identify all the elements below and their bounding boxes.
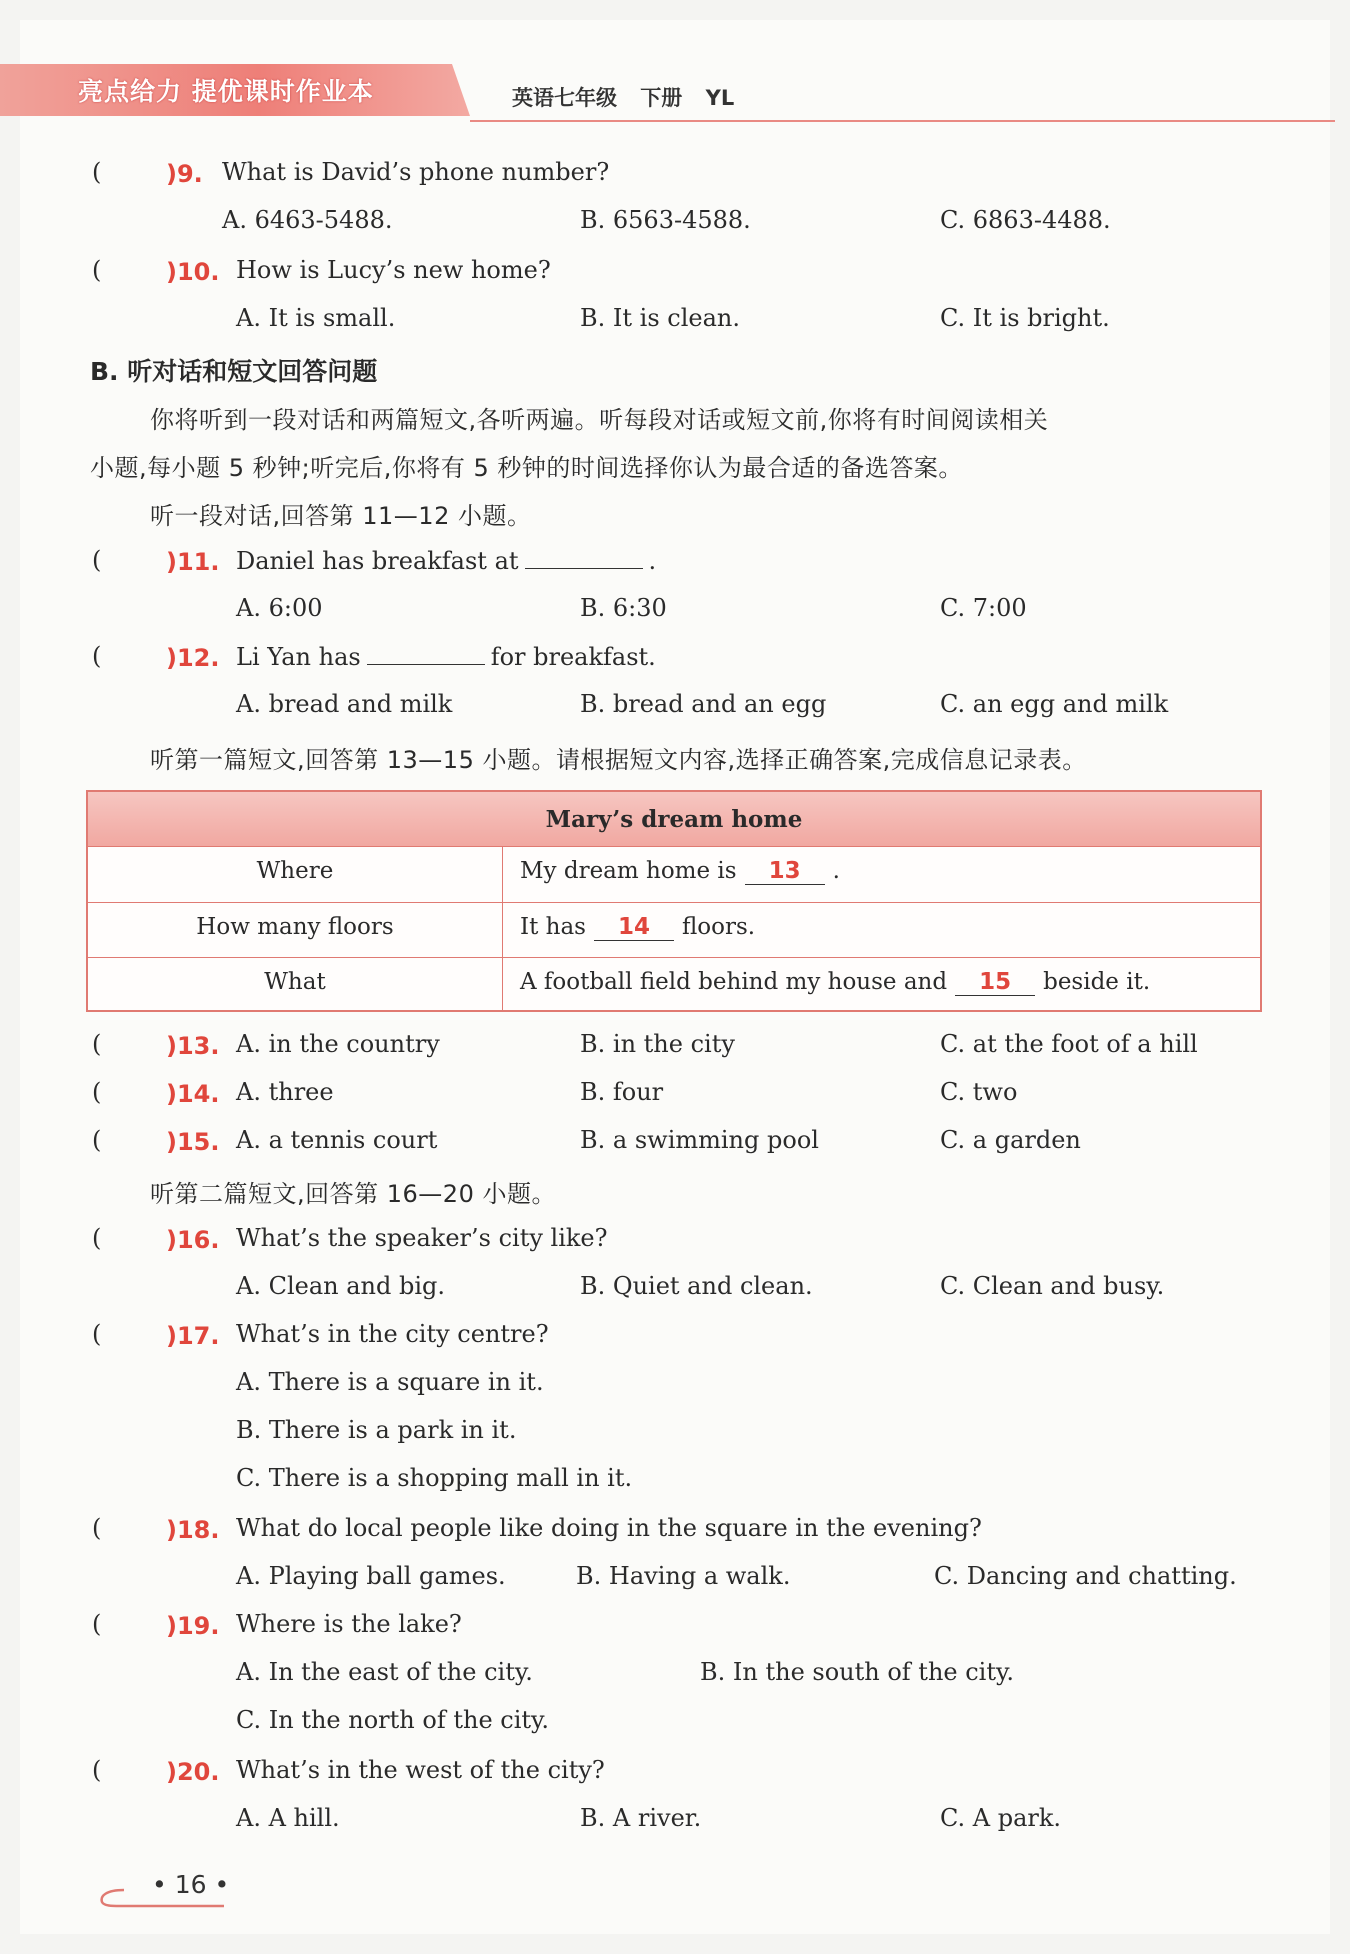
option-b: B. 6563-4588. — [580, 206, 751, 234]
table-row-text-after: beside it. — [1043, 969, 1151, 995]
option-b: B. bread and an egg — [580, 690, 827, 718]
option-b: B. There is a park in it. — [236, 1416, 517, 1444]
table-row-text-before: It has — [520, 914, 586, 940]
passage2-intro: 听第二篇短文,回答第 16—20 小题。 — [150, 1180, 556, 1208]
table-row-text-after: . — [832, 858, 840, 884]
answer-blank — [367, 642, 485, 665]
option-c: C. 7:00 — [940, 594, 1027, 622]
option-b: B. Having a walk. — [576, 1562, 791, 1590]
page-number: • 16 • — [152, 1870, 230, 1899]
question-number: )15. — [166, 1128, 220, 1156]
dialogue-intro: 听一段对话,回答第 11—12 小题。 — [150, 502, 532, 530]
header-rule — [470, 120, 1335, 122]
answer-paren: ( — [92, 1514, 102, 1542]
option-c: C. Clean and busy. — [940, 1272, 1165, 1300]
table-row-text-before: My dream home is — [520, 858, 737, 884]
option-a: A. Playing ball games. — [236, 1562, 506, 1590]
section-title: B. 听对话和短文回答问题 — [90, 357, 378, 386]
table-divider — [88, 957, 1260, 958]
info-table — [86, 790, 1262, 1012]
option-b: B. In the south of the city. — [700, 1658, 1015, 1686]
question-text: Where is the lake? — [236, 1610, 462, 1638]
option-a: A. Clean and big. — [236, 1272, 446, 1300]
question-number: )18. — [166, 1516, 220, 1544]
table-blank-14: 14 — [594, 914, 674, 941]
option-c: C. two — [940, 1078, 1018, 1106]
table-title: Mary’s dream home — [545, 806, 803, 833]
answer-paren: ( — [92, 256, 102, 284]
answer-paren: ( — [92, 1320, 102, 1348]
question-number: )10. — [166, 258, 220, 286]
option-b: B. four — [580, 1078, 664, 1106]
question-number: )14. — [166, 1080, 220, 1108]
question-number: )9. — [166, 160, 203, 188]
answer-paren: ( — [92, 1224, 102, 1252]
option-c: C. There is a shopping mall in it. — [236, 1464, 633, 1492]
option-b: B. in the city — [580, 1030, 735, 1058]
answer-paren: ( — [92, 158, 102, 186]
table-row-label: How many floors — [196, 914, 394, 940]
question-text: How is Lucy’s new home? — [236, 256, 551, 284]
question-text: What’s in the west of the city? — [236, 1756, 605, 1784]
answer-paren: ( — [92, 1610, 102, 1638]
table-row-text-before: A football field behind my house and — [520, 969, 948, 995]
option-a: A. three — [236, 1078, 334, 1106]
option-c: C. Dancing and chatting. — [934, 1562, 1237, 1590]
question-number: )12. — [166, 644, 220, 672]
question-text: What do local people like doing in the square in the evening? — [236, 1514, 982, 1542]
option-c: C. a garden — [940, 1126, 1081, 1154]
question-text-before: Li Yan has — [236, 643, 361, 671]
passage1-intro: 听第一篇短文,回答第 13—15 小题。请根据短文内容,选择正确答案,完成信息记录表。 — [150, 746, 1087, 774]
option-c: C. It is bright. — [940, 304, 1110, 332]
option-c: C. A park. — [940, 1804, 1062, 1832]
option-a: A. bread and milk — [236, 690, 453, 718]
question-text: What’s in the city centre? — [236, 1320, 549, 1348]
table-row-value — [520, 858, 840, 885]
instructions-line-2: 小题,每小题 5 秒钟;听完后,你将有 5 秒钟的时间选择你认为最合适的备选答案。 — [90, 454, 963, 482]
question-text — [236, 642, 656, 671]
option-b: B. Quiet and clean. — [580, 1272, 813, 1300]
answer-paren: ( — [92, 1030, 102, 1058]
option-c: C. In the north of the city. — [236, 1706, 550, 1734]
table-row-value — [520, 969, 1150, 996]
answer-paren: ( — [92, 1126, 102, 1154]
answer-blank — [525, 546, 643, 569]
option-c: C. 6863-4488. — [940, 206, 1111, 234]
answer-paren: ( — [92, 1756, 102, 1784]
option-a: A. There is a square in it. — [236, 1368, 544, 1396]
question-number: )16. — [166, 1226, 220, 1254]
option-a: A. in the country — [236, 1030, 440, 1058]
option-a: A. It is small. — [236, 304, 396, 332]
option-a: A. In the east of the city. — [236, 1658, 533, 1686]
option-c: C. an egg and milk — [940, 690, 1169, 718]
option-a: A. a tennis court — [236, 1126, 438, 1154]
option-b: B. It is clean. — [580, 304, 740, 332]
table-row-text-after: floors. — [681, 914, 756, 940]
question-number: )17. — [166, 1322, 220, 1350]
question-number: )19. — [166, 1612, 220, 1640]
question-number: )13. — [166, 1032, 220, 1060]
question-text-before: Daniel has breakfast at — [236, 547, 519, 575]
book-info: 英语七年级 下册 YL — [512, 86, 735, 110]
table-row-value — [520, 914, 755, 941]
question-text — [236, 546, 656, 575]
option-b: B. 6:30 — [580, 594, 667, 622]
option-b: B. a swimming pool — [580, 1126, 819, 1154]
series-title: 亮点给力 提优课时作业本 — [78, 77, 374, 106]
table-blank-13: 13 — [745, 858, 825, 885]
question-number: )20. — [166, 1758, 220, 1786]
answer-paren: ( — [92, 1078, 102, 1106]
table-column-divider — [502, 846, 503, 1012]
question-number: )11. — [166, 548, 220, 576]
table-blank-15: 15 — [955, 969, 1035, 996]
question-text: What is David’s phone number? — [222, 158, 610, 186]
answer-paren: ( — [92, 546, 102, 574]
table-row-label: What — [264, 969, 326, 995]
question-text-after: . — [648, 547, 657, 575]
option-a: A. 6:00 — [236, 594, 323, 622]
table-divider — [88, 902, 1260, 903]
instructions-line-1: 你将听到一段对话和两篇短文,各听两遍。听每段对话或短文前,你将有时间阅读相关 — [150, 406, 1049, 434]
option-a: A. 6463-5488. — [222, 206, 393, 234]
table-header — [88, 792, 1260, 847]
question-text: What’s the speaker’s city like? — [236, 1224, 608, 1252]
option-a: A. A hill. — [236, 1804, 340, 1832]
table-row-label: Where — [256, 858, 334, 884]
option-c: C. at the foot of a hill — [940, 1030, 1198, 1058]
answer-paren: ( — [92, 642, 102, 670]
option-b: B. A river. — [580, 1804, 702, 1832]
question-text-after: for breakfast. — [490, 643, 656, 671]
